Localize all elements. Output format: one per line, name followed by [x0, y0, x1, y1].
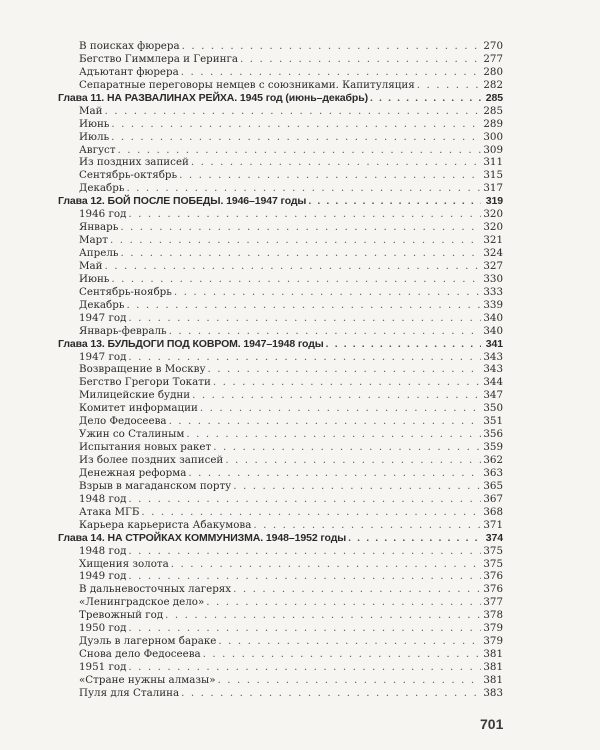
- dot-leader: [128, 493, 481, 506]
- toc-entry-title: Июнь: [79, 117, 110, 130]
- toc-entry-title: Глава 11. НА РАЗВАЛИНАХ РЕЙХА. 1945 год (июнь–декабрь): [58, 91, 368, 104]
- toc-page-number: 341: [485, 337, 503, 350]
- toc-page-number: 359: [483, 441, 503, 454]
- toc-entry: [58, 260, 503, 273]
- toc-page-number: 333: [483, 285, 503, 298]
- toc-entry: [58, 661, 503, 674]
- toc-entry: [58, 351, 503, 364]
- toc-page-number: 362: [483, 454, 503, 466]
- toc-page-number: 356: [483, 428, 503, 441]
- toc-page-number: 367: [483, 492, 503, 505]
- toc-page-number: 317: [483, 182, 503, 195]
- toc-entry: [58, 596, 503, 609]
- toc-entry: [58, 583, 503, 596]
- toc-entry: [58, 182, 503, 195]
- dot-leader: [169, 415, 481, 428]
- toc-page-number: 351: [483, 415, 503, 428]
- dot-leader: [213, 441, 481, 454]
- toc-entry-title: 1947 год: [79, 350, 127, 363]
- toc-entry-title: «Стране нужны алмазы»: [79, 673, 216, 686]
- toc-page-number: 365: [483, 479, 503, 492]
- dot-leader: [121, 247, 482, 260]
- toc-entry-title: Декабрь: [79, 182, 125, 195]
- dot-leader: [186, 428, 481, 441]
- toc-entry-title: Дуэль в лагерном бараке: [79, 635, 217, 648]
- dot-leader: [233, 583, 481, 596]
- toc-entry-title: Из поздних записей: [79, 156, 189, 169]
- toc-page-number: 315: [483, 169, 503, 182]
- toc-entry: [58, 66, 503, 79]
- toc-entry-title: Апрель: [79, 247, 119, 259]
- dot-leader: [128, 622, 481, 635]
- toc-page-number: 343: [483, 350, 503, 363]
- toc-page-number: 344: [483, 376, 503, 389]
- toc-page-number: 381: [483, 673, 503, 686]
- toc-page-number: 381: [483, 661, 503, 673]
- toc-entry-title: Денежная реформа: [79, 466, 187, 479]
- page-number: 701: [480, 716, 504, 732]
- toc-page-number: 309: [483, 143, 503, 156]
- dot-leader: [128, 661, 481, 674]
- toc-entry: [58, 53, 503, 66]
- toc-entry-title: Пуля для Сталина: [79, 686, 180, 699]
- dot-leader: [179, 169, 481, 182]
- toc-entry: [58, 325, 503, 338]
- toc-page-number: 282: [483, 78, 503, 91]
- toc-entry: [58, 441, 503, 454]
- toc-entry-title: Возвращение в Москву: [79, 363, 206, 376]
- dot-leader: [208, 363, 481, 376]
- dot-leader: [111, 118, 481, 131]
- dot-leader: [192, 389, 481, 402]
- toc-entry: [58, 415, 503, 428]
- toc-entry: [58, 286, 503, 299]
- toc-entry: [58, 454, 503, 467]
- toc-entry-title: Май: [79, 259, 103, 272]
- toc-page-number: 320: [483, 208, 503, 221]
- toc-page-number: 363: [483, 466, 503, 479]
- dot-leader: [253, 519, 481, 532]
- toc-chapter-heading: [58, 338, 503, 351]
- toc-entry: [58, 389, 503, 402]
- toc-entry: [58, 687, 503, 700]
- dot-leader: [206, 596, 481, 609]
- toc-chapter-heading: [58, 195, 503, 208]
- toc-page-number: 350: [483, 402, 503, 415]
- toc-page-number: 270: [483, 40, 503, 52]
- toc-page-number: 277: [483, 52, 503, 65]
- toc-entry: [58, 467, 503, 480]
- toc-entry: [58, 635, 503, 648]
- table-of-contents: [58, 40, 503, 700]
- toc-entry: [58, 519, 503, 532]
- dot-leader: [128, 208, 481, 221]
- toc-entry-title: В поисках фюрера: [79, 40, 180, 52]
- dot-leader: [128, 351, 481, 364]
- toc-entry-title: Глава 14. НА СТРОЙКАХ КОММУНИЗМА. 1948–1952 годы: [58, 531, 347, 544]
- toc-entry-title: Тревожный год: [79, 609, 164, 622]
- dot-leader: [348, 532, 481, 545]
- toc-entry: [58, 545, 503, 558]
- dot-leader: [203, 648, 481, 661]
- dot-leader: [128, 570, 481, 583]
- toc-page-number: 330: [483, 272, 503, 285]
- dot-leader: [308, 195, 481, 208]
- toc-page-number: 285: [483, 104, 503, 117]
- toc-entry: [58, 234, 503, 247]
- toc-page-number: 324: [483, 247, 503, 259]
- toc-entry-title: Сентябрь-октябрь: [79, 169, 178, 182]
- dot-leader: [128, 545, 481, 558]
- toc-entry-title: Глава 12. БОЙ ПОСЛЕ ПОБЕДЫ. 1946–1947 годы: [58, 195, 307, 208]
- toc-page-number: 377: [483, 596, 503, 609]
- dot-leader: [417, 79, 481, 92]
- dot-leader: [110, 234, 481, 247]
- toc-entry-title: Март: [79, 234, 108, 247]
- toc-entry-title: «Ленинградское дело»: [79, 596, 205, 609]
- toc-entry: [58, 40, 503, 53]
- toc-page-number: 379: [483, 635, 503, 648]
- toc-page-number: 375: [483, 557, 503, 570]
- toc-entry: [58, 169, 503, 182]
- toc-entry: [58, 144, 503, 157]
- toc-entry: [58, 376, 503, 389]
- toc-entry-title: Взрыв в магаданском порту: [79, 479, 232, 492]
- toc-entry-title: 1949 год: [79, 570, 127, 583]
- toc-entry: [58, 402, 503, 415]
- toc-entry-title: 1950 год: [79, 622, 127, 635]
- toc-page-number: 379: [483, 622, 503, 635]
- dot-leader: [218, 674, 482, 687]
- toc-page-number: 376: [483, 570, 503, 583]
- toc-entry: [58, 428, 503, 441]
- toc-page-number: 371: [483, 518, 503, 531]
- dot-leader: [105, 260, 481, 273]
- toc-entry-title: Дело Федосеева: [79, 415, 167, 428]
- toc-page-number: 327: [483, 259, 503, 272]
- dot-leader: [188, 467, 481, 480]
- toc-entry: [58, 480, 503, 493]
- dot-leader: [120, 221, 481, 234]
- toc-entry: [58, 208, 503, 221]
- toc-entry-title: 1948 год: [79, 544, 127, 557]
- toc-page-number: 340: [483, 324, 503, 337]
- dot-leader: [182, 40, 481, 53]
- toc-entry-title: Июнь: [79, 272, 110, 285]
- toc-page-number: 300: [483, 130, 503, 143]
- toc-entry: [58, 363, 503, 376]
- toc-entry: [58, 221, 503, 234]
- toc-page-number: 311: [483, 156, 503, 169]
- dot-leader: [370, 92, 481, 105]
- dot-leader: [111, 131, 481, 144]
- toc-page-number: 319: [485, 195, 503, 208]
- toc-page-number: 339: [483, 298, 503, 311]
- toc-entry: [58, 247, 503, 260]
- toc-page-number: 340: [483, 311, 503, 324]
- dot-leader: [181, 66, 481, 79]
- toc-entry: [58, 570, 503, 583]
- toc-entry-title: Бегство Грегори Токати: [79, 376, 211, 389]
- dot-leader: [181, 687, 481, 700]
- toc-entry-title: Ужин со Сталиным: [79, 428, 185, 441]
- toc-entry-title: Август: [79, 143, 116, 156]
- toc-entry: [58, 105, 503, 118]
- toc-chapter-heading: [58, 92, 503, 105]
- toc-page-number: 321: [483, 234, 503, 247]
- toc-page-number: 320: [483, 221, 503, 234]
- toc-page-number: 289: [483, 117, 503, 130]
- toc-entry: [58, 622, 503, 635]
- toc-entry: [58, 648, 503, 661]
- toc-entry: [58, 156, 503, 169]
- toc-page-number: 375: [483, 544, 503, 557]
- dot-leader: [171, 558, 481, 571]
- dot-leader: [213, 376, 481, 389]
- dot-leader: [240, 53, 481, 66]
- toc-entry-title: Сентябрь-ноябрь: [79, 285, 172, 298]
- toc-entry-title: Испытания новых ракет: [79, 441, 212, 454]
- toc-entry-title: Сепаратные переговоры немцев с союзниками. Капитуляция: [79, 78, 415, 91]
- dot-leader: [118, 144, 481, 157]
- toc-entry: [58, 674, 503, 687]
- dot-leader: [165, 609, 481, 622]
- toc-entry-title: Карьера карьериста Абакумова: [79, 518, 252, 531]
- dot-leader: [169, 325, 481, 338]
- toc-entry-title: 1951 год: [79, 661, 127, 673]
- toc-entry: [58, 558, 503, 571]
- toc-entry-title: В дальневосточных лагерях: [79, 583, 232, 596]
- dot-leader: [105, 105, 481, 118]
- toc-entry-title: Снова дело Федосеева: [79, 648, 201, 661]
- toc-entry-title: Бегство Гиммлера и Геринга: [79, 52, 239, 65]
- toc-page-number: 383: [483, 686, 503, 699]
- dot-leader: [225, 454, 481, 467]
- toc-entry-title: Хищения золота: [79, 557, 169, 570]
- toc-page-number: 285: [485, 91, 503, 104]
- toc-entry-title: Милицейские будни: [79, 389, 191, 402]
- toc-entry: [58, 273, 503, 286]
- dot-leader: [141, 506, 481, 519]
- dot-leader: [126, 299, 481, 312]
- toc-entry-title: Май: [79, 104, 103, 117]
- toc-page-number: 376: [483, 583, 503, 596]
- dot-leader: [233, 480, 481, 493]
- toc-entry-title: Январь: [79, 221, 119, 234]
- toc-entry-title: Комитет информации: [79, 402, 198, 415]
- toc-entry-title: 1948 год: [79, 492, 127, 505]
- toc-page-number: 381: [483, 648, 503, 661]
- toc-entry-title: 1947 год: [79, 311, 127, 324]
- toc-chapter-heading: [58, 532, 503, 545]
- toc-entry-title: Декабрь: [79, 298, 125, 311]
- toc-entry-title: 1946 год: [79, 208, 127, 221]
- dot-leader: [200, 402, 481, 415]
- toc-entry-title: Адъютант фюрера: [79, 65, 179, 78]
- toc-page-number: 347: [483, 389, 503, 402]
- dot-leader: [218, 635, 481, 648]
- toc-entry-title: Июль: [79, 130, 110, 143]
- toc-entry: [58, 493, 503, 506]
- dot-leader: [326, 338, 481, 351]
- toc-entry: [58, 312, 503, 325]
- toc-entry: [58, 79, 503, 92]
- dot-leader: [111, 273, 481, 286]
- toc-page-number: 343: [483, 363, 503, 376]
- toc-page-number: 374: [485, 531, 503, 544]
- toc-entry: [58, 506, 503, 519]
- toc-entry-title: Атака МГБ: [79, 505, 140, 518]
- toc-entry: [58, 609, 503, 622]
- toc-entry-title: Из более поздних записей: [79, 454, 224, 466]
- toc-entry: [58, 299, 503, 312]
- toc-entry: [58, 131, 503, 144]
- toc-entry-title: Глава 13. БУЛЬДОГИ ПОД КОВРОМ. 1947–1948 годы: [58, 337, 324, 350]
- toc-page-number: 378: [483, 609, 503, 622]
- toc-entry: [58, 118, 503, 131]
- dot-leader: [128, 312, 481, 325]
- toc-page-number: 368: [483, 505, 503, 518]
- dot-leader: [126, 182, 481, 195]
- toc-entry-title: Январь-февраль: [79, 324, 167, 337]
- dot-leader: [174, 286, 481, 299]
- dot-leader: [191, 156, 481, 169]
- toc-page-number: 280: [483, 65, 503, 78]
